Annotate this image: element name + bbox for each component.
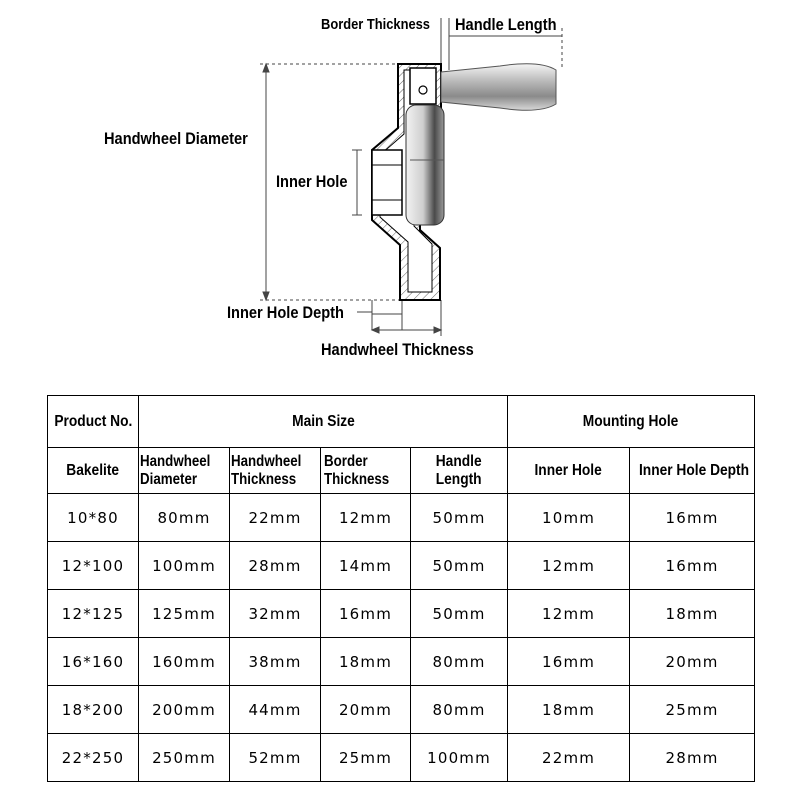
mounting-hole-header: Mounting Hole	[508, 396, 755, 448]
hole-cell: 22mm	[508, 734, 630, 782]
product-cell: 22*250	[48, 734, 139, 782]
product-cell: 18*200	[48, 686, 139, 734]
depth-cell: 18mm	[630, 590, 755, 638]
group-header-row	[48, 396, 755, 448]
inner-hole-label: Inner Hole	[276, 172, 348, 191]
product-cell: 16*160	[48, 638, 139, 686]
thickness-cell: 52mm	[230, 734, 321, 782]
hole-cell: 10mm	[508, 494, 630, 542]
hole-cell: 12mm	[508, 542, 630, 590]
handle-cell: 50mm	[411, 494, 508, 542]
handwheel-thickness-label: Handwheel Thickness	[321, 340, 474, 359]
table-row	[48, 590, 755, 638]
depth-cell: 16mm	[630, 494, 755, 542]
handle-cell: 80mm	[411, 638, 508, 686]
handle-cell: 50mm	[411, 590, 508, 638]
border-thickness-header: Border Thickness	[321, 448, 411, 494]
depth-cell: 20mm	[630, 638, 755, 686]
thickness-cell: 44mm	[230, 686, 321, 734]
thickness-cell: 32mm	[230, 590, 321, 638]
inner-hole-header: Inner Hole	[508, 448, 630, 494]
border-cell: 14mm	[321, 542, 411, 590]
table-row	[48, 542, 755, 590]
thickness-cell: 22mm	[230, 494, 321, 542]
handle-cell: 80mm	[411, 686, 508, 734]
specification-table	[47, 395, 755, 782]
depth-cell: 16mm	[630, 542, 755, 590]
thickness-cell: 38mm	[230, 638, 321, 686]
thickness-cell: 28mm	[230, 542, 321, 590]
border-cell: 20mm	[321, 686, 411, 734]
handwheel-diameter-header: Handwheel Diameter	[139, 448, 230, 494]
table-row	[48, 734, 755, 782]
table-row	[48, 638, 755, 686]
table-row	[48, 686, 755, 734]
product-cell: 10*80	[48, 494, 139, 542]
border-cell: 12mm	[321, 494, 411, 542]
diameter-cell: 200mm	[139, 686, 230, 734]
table-row	[48, 494, 755, 542]
handle-cell: 100mm	[411, 734, 508, 782]
main-size-header: Main Size	[139, 396, 508, 448]
inner-hole-depth-label: Inner Hole Depth	[227, 303, 344, 322]
material-header: Bakelite	[48, 448, 139, 494]
diameter-cell: 160mm	[139, 638, 230, 686]
column-header-row	[48, 448, 755, 494]
hole-cell: 16mm	[508, 638, 630, 686]
product-cell: 12*100	[48, 542, 139, 590]
handle-cell: 50mm	[411, 542, 508, 590]
diameter-cell: 100mm	[139, 542, 230, 590]
product-no-header: Product No.	[48, 396, 139, 448]
border-cell: 25mm	[321, 734, 411, 782]
hole-cell: 18mm	[508, 686, 630, 734]
diameter-cell: 80mm	[139, 494, 230, 542]
border-cell: 18mm	[321, 638, 411, 686]
handle-length-header: Handle Length	[411, 448, 508, 494]
depth-cell: 28mm	[630, 734, 755, 782]
border-thickness-label: Border Thickness	[321, 16, 430, 33]
handwheel-thickness-header: Handwheel Thickness	[230, 448, 321, 494]
diameter-cell: 250mm	[139, 734, 230, 782]
handle-shaft	[406, 105, 444, 225]
handwheel-diameter-label: Handwheel Diameter	[104, 129, 248, 148]
inner-hole-depth-header: Inner Hole Depth	[630, 448, 755, 494]
depth-cell: 25mm	[630, 686, 755, 734]
border-cell: 16mm	[321, 590, 411, 638]
product-cell: 12*125	[48, 590, 139, 638]
handle-length-label: Handle Length	[455, 15, 557, 34]
handwheel-cross-section-diagram	[0, 0, 800, 380]
diameter-cell: 125mm	[139, 590, 230, 638]
handle-grip	[441, 64, 556, 111]
hole-cell: 12mm	[508, 590, 630, 638]
